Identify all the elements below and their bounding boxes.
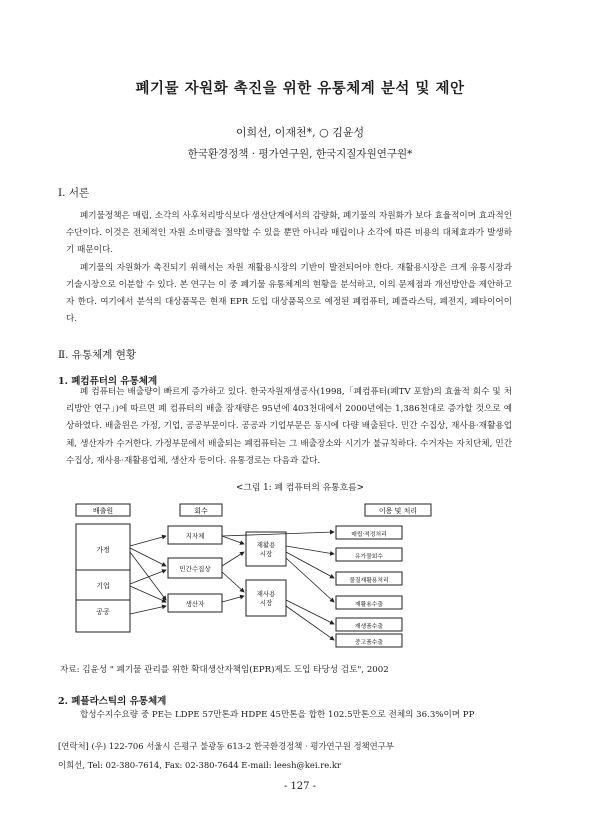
paper-title: 폐기물 자원화 촉진을 위한 유통체계 분석 및 제안 xyxy=(135,80,465,97)
collector-municipality: 지자체 xyxy=(185,532,205,540)
recycling-market-line2: 시장 xyxy=(259,550,273,558)
intro-paragraph-1: 폐기물정책은 매립, 소각의 사후처리방식보다 생산단계에서의 감량화, 폐기물의 자원화가 보다 효율적이며 효과적인 수단이다. 이것은 전체적인 자원 소비량을 절약할 수 있을 뿐만 아니라 매립이나 소각에 따른 비용의 대체효과가 발생하기 때문이다. xyxy=(66,211,512,256)
reuse-market-box xyxy=(246,580,286,616)
recycling-market-box xyxy=(246,532,286,566)
figure-caption: <그림 1: 폐 컴퓨터의 유통흐름> xyxy=(236,483,364,493)
header-source: 배출원 xyxy=(92,507,114,515)
header-collect: 회수 xyxy=(194,507,208,515)
subsection-heading-plastic: 2. 폐플라스틱의 유통체계 xyxy=(58,696,167,707)
authors: 이희선, 이재천*, ○ 김윤성 xyxy=(235,126,365,139)
contact-line-2: 이희선, Tel: 02-380-7614, Fax: 02-380-7644 E-mail: leesh@kei.re.kr xyxy=(58,760,341,770)
plastic-text xyxy=(66,707,512,724)
collector-private: 민간수집상 xyxy=(179,565,211,573)
affiliations: 한국환경정책 · 평가연구원, 한국지질자원연구원* xyxy=(187,148,413,160)
outcome-export-second: 중고품수출 xyxy=(355,640,383,646)
intro-text xyxy=(66,208,512,328)
reuse-market-line2: 시장 xyxy=(259,599,273,607)
computer-paragraph: 폐 컴퓨터는 배출량이 빠르게 증가하고 있다. 한국자원재생공사(1998,「폐컴퓨터(폐TV 포함)의 효율적 회수 및 처리방안 연구」)에 따르면 폐 컴퓨터의 배출 잠재량은 95년에 403천대에서 2000년에는 1,386천대로 증가할 것으로 예상하였다. 배출원은 가정, 기업, 공공부문이다. 공공과 기업부문은 동시에 다량 배출된다. 민간 수집상, 재사용·재활용업체, 생산자가 수거한다. 가정부문에서 배출되는 폐컴퓨터는 그 배출장소와 시기가 불규칙하다. 수거자는 자치단체, 민간수집상, 재사용·재활용업체, 생산자 등이다. 유통경로는 다음과 같다. xyxy=(66,387,512,466)
subsection-heading-computer: 1. 폐컴퓨터의 유통체계 xyxy=(58,376,158,387)
outcome-export-recycle: 재활용수출 xyxy=(355,602,383,608)
intro-paragraph-2: 폐기물의 자원화가 촉진되기 위해서는 자원 재활용시장의 기반이 발전되어야 한다. 재활용시장은 크게 유통시장과 기술시장으로 이분할 수 있다. 본 연구는 이 중 폐기물 유통체계의 현황을 분석하고, 이의 문제점과 개선방안을 제안하고자 한다. 여기에서 분석의 대상품목은 현재 EPR 도입 대상품목으로 예정된 폐컴퓨터, 폐플라스틱, 폐전지, 폐타이어이다. xyxy=(66,262,512,325)
recycling-market-line1: 재활용 xyxy=(256,541,276,549)
section-heading-status: Ⅱ. 유통체계 현황 xyxy=(58,349,137,361)
plastic-paragraph: 합성수지수요량 중 PE는 LDPE 57만톤과 HDPE 45만톤을 합한 102.5만톤으로 전체의 36.3%이며 PP xyxy=(80,710,475,720)
outcome-export-used: 재생품수출 xyxy=(355,624,383,630)
collector-producer: 생산자 xyxy=(185,600,205,608)
source-business: 기업 xyxy=(96,582,110,590)
page-number: - 127 - xyxy=(283,781,317,792)
source-household: 가정 xyxy=(96,546,110,554)
distribution-flow-diagram xyxy=(60,496,530,654)
outcome-material: 물질재활용처리 xyxy=(349,578,389,584)
computer-text xyxy=(66,384,512,470)
outcome-valuable: 유가물회수 xyxy=(355,554,383,560)
figure-source: 자료: 김윤성 " 폐기물 관리를 위한 확대생산자책임(EPR)제도 도입 타당성 검토", 2002 xyxy=(60,665,389,675)
header-disposal: 이용 및 처리 xyxy=(378,507,418,515)
reuse-market-line1: 재사용 xyxy=(256,590,276,598)
outcome-landfill: 매립·적정처리 xyxy=(351,532,387,538)
contact-line-1: [연락처] (우) 122-706 서울시 은평구 불광동 613-2 한국환경정책 · 평가연구원 정책연구부 xyxy=(58,741,394,751)
flow-arrows xyxy=(130,532,334,640)
source-public: 공공 xyxy=(96,608,110,616)
section-heading-intro: Ⅰ. 서론 xyxy=(58,187,90,199)
